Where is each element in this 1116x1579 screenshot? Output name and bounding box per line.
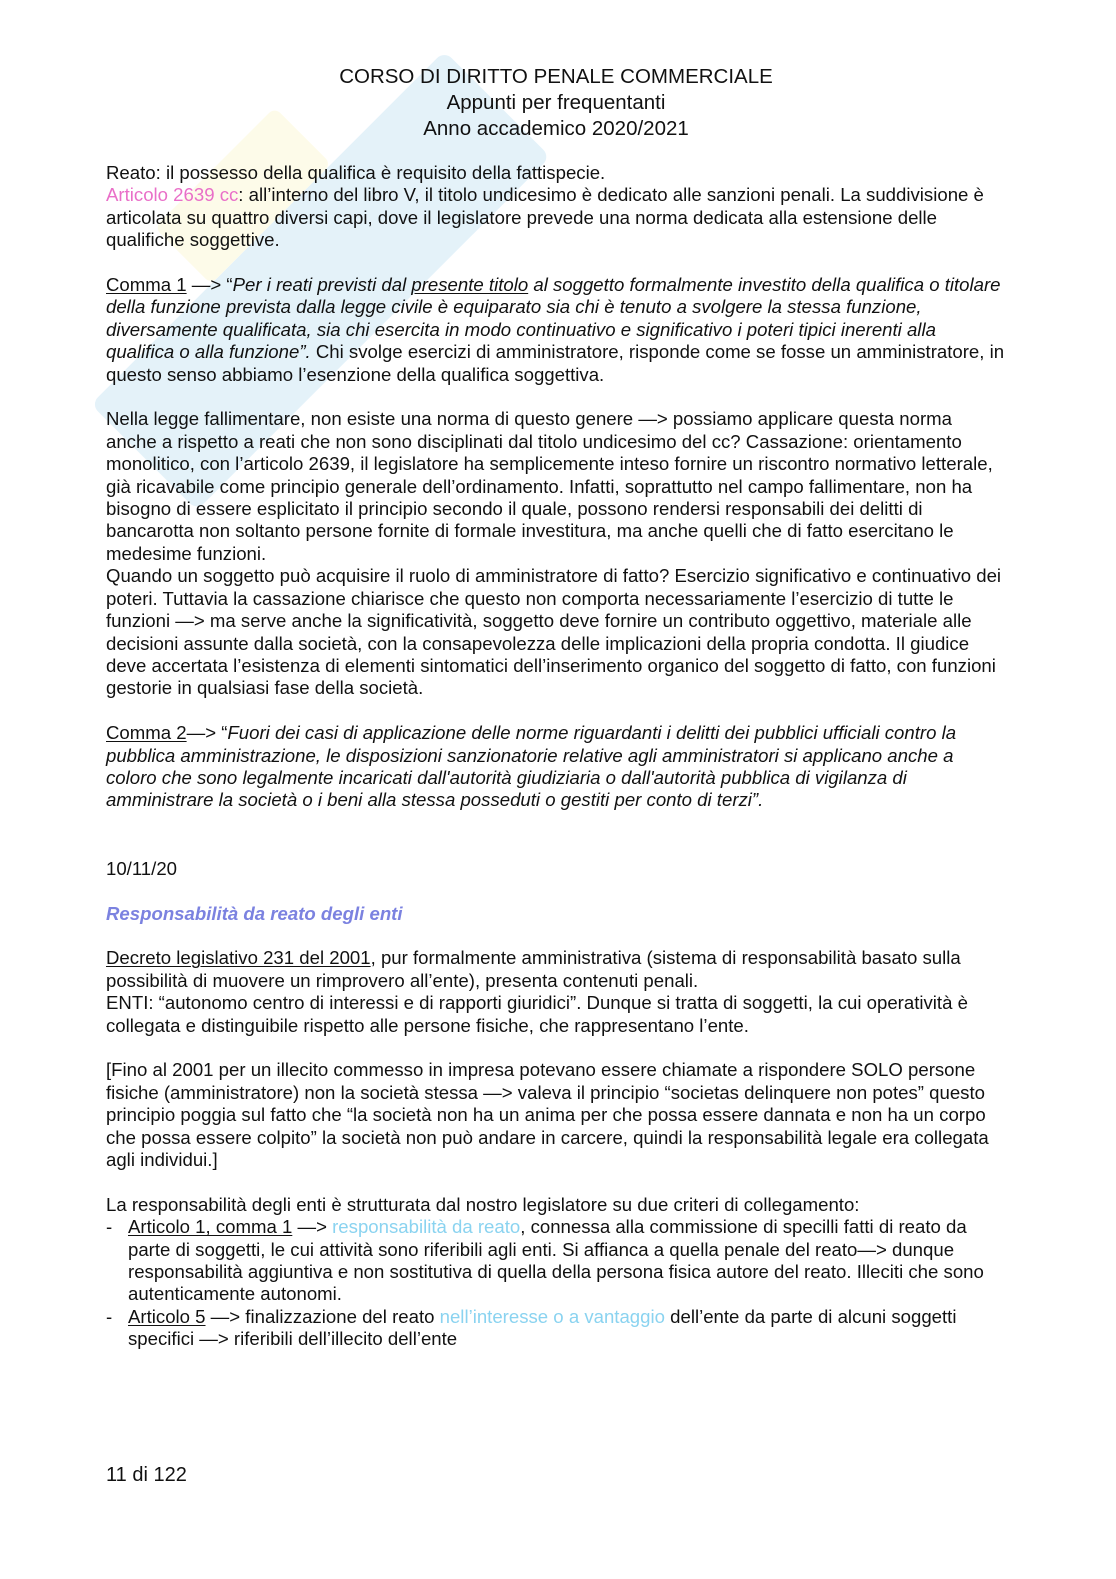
comma2-quote: Fuori dei casi di applicazione delle norme riguardanti i delitti dei pubblici ufficiali contro la pubblica amministrazione, le disposizioni sanzionatorie relative agli amministratori si applicano anche a coloro che sono legalmente incaricati dall'autorità giudiziaria o dall'autorità pubblica di vigilanza di amministrare la società o i beni alla stessa posseduti o gestiti per conto di terzi”. [106, 722, 957, 811]
history-bracket-paragraph: [Fino al 2001 per un illecito commesso in impresa potevano essere chiamate a rispondere SOLO persone fisiche (amministratore) non la società stessa —> valeva il principio “societas delinquere non potes” questo principio poggia sul fatto che “la società non ha un anima per che possa essere dannata e non ha un corpo che possa essere colpito” la società non può andare in carcere, quindi la responsabilità legale era collegata agli individui.] [106, 1059, 989, 1170]
comma2-label: Comma 2 [106, 722, 187, 744]
criteri-list [106, 1216, 1006, 1350]
comma1-explanation: Chi svolge esercizi di amministratore, risponde come se fosse un amministratore, in questo senso abbiamo l’esenzione della qualifica soggettiva. [106, 341, 1005, 385]
intro-line: Reato: il possesso della qualifica è requisito della fattispecie. [106, 162, 606, 183]
legge-fallimentare-paragraph: Nella legge fallimentare, non esiste una norma di questo genere —> possiamo applicare questa norma anche a rispetto a reati che non sono disciplinati dal titolo undicesimo del cc? Cassazione: orientamento monolitico, con l’articolo 2639, il legislatore ha semplicemente inteso fornire un riscontro normativo letterale, già ricavabile come principio generale dell’ordinamento. Infatti, soprattutto nel campo fallimentare, non ha bisogno di essere esplicitato il principio secondo il quale, possono rendersi responsabili dei delitti di bancarotta non soltanto persone fornite di formale investitura, ma anche quelli che di fatto esercitano le medesime funzioni. [106, 408, 993, 564]
page-number: 11 di 122 [106, 1464, 187, 1486]
section-title: Responsabilità da reato degli enti [106, 902, 403, 924]
criteri-intro: La responsabilità degli enti è strutturata dal nostro legislatore su due criteri di collegamento: [106, 1193, 860, 1215]
decreto-paragraph: Decreto legislativo 231 del 2001, pur formalmente amministrativa (sistema di responsabilità basato sulla possibilità di muovere un rimprovero all’ente), presenta contenuti penali. [106, 947, 961, 991]
comma1-quote: Per i reati previsti dal presente titolo al soggetto formalmente investito della qualifica o titolare della funzione prevista dalla legge civile è equiparato sia chi è tenuto a svolgere la stessa funzione, diversamente qualificata, sia chi esercita in modo continuativo e significativo i poteri tipici inerenti alla qualifica o alla funzione”. [106, 274, 1001, 363]
comma2-paragraph: Comma 2—> “Fuori dei casi di applicazione delle norme riguardanti i delitti dei pubblici ufficiali contro la pubblica amministrazione, le disposizioni sanzionatorie relative agli amministratori si applicano anche a coloro che sono legalmente incaricati dall'autorità giudiziaria o dall'autorità pubblica di vigilanza di amministrare la società o i beni alla stessa posseduti o gestiti per conto di terzi”. [106, 722, 957, 811]
list-item: - Articolo 1, comma 1 —> responsabilità da reato, connessa alla commissione di specilli fatti di reato da parte di soggetti, le cui attività sono riferibili agli enti. Si affianca a quella penale del reato—> dunque responsabilità aggiuntiva e non sostitutiva di quella della persona fisica autore del reato. Illeciti che sono autenticamente autonomi. [106, 1216, 1006, 1306]
course-title: CORSO DI DIRITTO PENALE COMMERCIALE [339, 65, 773, 88]
decreto-label: Decreto legislativo 231 del 2001 [106, 947, 371, 969]
document-page [106, 64, 1006, 1351]
course-subtitle: Appunti per frequentanti [446, 91, 666, 114]
comma1-paragraph: Comma 1 —> “Per i reati previsti dal presente titolo al soggetto formalmente investito della qualifica o titolare della funzione prevista dalla legge civile è equiparato sia chi è tenuto a svolgere la stessa funzione, diversamente qualificata, sia chi esercita in modo continuativo e significativo i poteri tipici inerenti alla qualifica o alla funzione”. Chi svolge esercizi di amministratore, risponde come se fosse un amministratore, in questo senso abbiamo l’esenzione della qualifica soggettiva. [106, 274, 1005, 385]
article-2639-text: : all’interno del libro V, il titolo undicesimo è dedicato alle sanzioni penali. La suddivisione è articolata su quattro diversi capi, dove il legislatore prevede una norma dedicata alla estensione delle qualifiche soggettive. [106, 184, 984, 251]
intro-article-paragraph [106, 184, 1006, 251]
article-2639-label: Articolo 2639 cc [106, 184, 239, 206]
document-header [106, 64, 1006, 142]
enti-paragraph: ENTI: “autonomo centro di interessi e di rapporti giuridici”. Dunque si tratta di soggetti, la cui operatività è collegata e distinguibile rispetto alle persone fisiche, che rappresentano l’ente. [106, 992, 968, 1036]
academic-year: Anno accademico 2020/2021 [423, 117, 689, 140]
comma1-label: Comma 1 [106, 274, 187, 296]
list-item: - Articolo 5 —> finalizzazione del reato nell’interesse o a vantaggio dell’ente da parte di alcuni soggetti specifici —> riferibili dell’illecito dell’ente [106, 1306, 1006, 1351]
amministratore-di-fatto-paragraph: Quando un soggetto può acquisire il ruolo di amministratore di fatto? Esercizio significativo e continuativo dei poteri. Tuttavia la cassazione chiarisce che questo non comporta necessariamente l’esercizio di tutte le funzioni —> ma serve anche la significatività, soggetto deve fornire un contributo oggettivo, materiale alle decisioni assunte dalla società, con la consapevolezza delle implicazioni della propria condotta. Il giudice deve accertata l’esistenza di elementi sintomatici dell’inserimento organico del soggetto di fatto, con funzioni gestorie in qualsiasi fase della società. [106, 565, 1002, 699]
lecture-date: 10/11/20 [106, 857, 177, 879]
